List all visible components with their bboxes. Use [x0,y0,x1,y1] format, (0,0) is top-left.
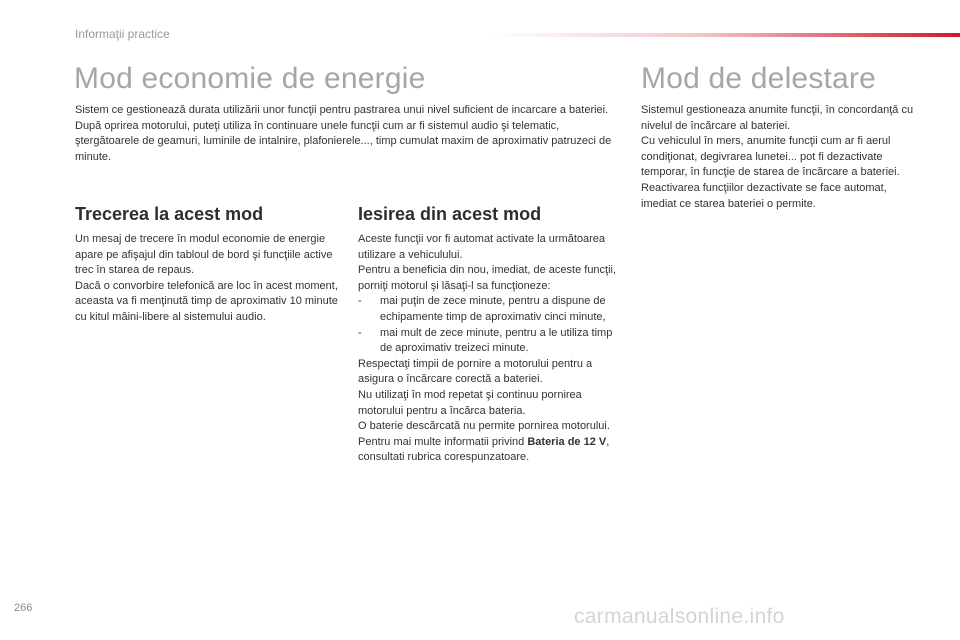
body-paragraph: Sistemul gestioneaza anumite funcţii, în concordanţă cu nivelul de încărcare al bateriei. [641,104,914,132]
body-paragraph [358,435,623,466]
section-header: Informaţii practice [75,27,170,41]
body-paragraph: Nu utilizaţi în mod repetat şi continuu pornirea motorului pentru a încărca bateria. [358,388,582,417]
list-item [358,326,623,357]
list-item-text: mai mult de zece minute, pentru a le utiliza timp de aproximativ treizeci minute. [380,326,613,355]
entering-mode-heading: Trecerea la acest mod [75,204,264,224]
body-paragraph: Cu vehiculul în mers, anumite funcţii cum ar fi aerul condiţionat, degivrarea lunetei... pot fi dezactivate temporar, în funcţie de starea de încărcare a bateriei. [641,135,900,179]
body-paragraph: O baterie descărcată nu permite pornirea motorului. [358,420,610,433]
intro-paragraph: După oprirea motorului, puteţi utiliza în continuare unele funcţii cum ar fi sistemul audio şi telematic, ştergătoarele de geamuri, luminile de intalnire, plafonierele..., timp cumulat maxim de aproximativ patruzeci de minute. [75,119,612,163]
list-item [358,294,623,325]
exiting-mode-heading: Iesirea din acest mod [358,204,542,224]
header-accent-bar [490,33,960,37]
body-paragraph: Aceste funcţii vor fi automat activate la următoarea utilizare a vehiculului. [358,233,606,261]
exiting-mode-text [358,232,623,466]
reference-text: Pentru mai multe informatii privind [358,435,528,448]
watermark: carmanualsonline.info [574,605,785,628]
body-paragraph: Reactivarea funcţiilor dezactivate se face automat, imediat ce starea bateriei o permite. [641,181,887,210]
page-number: 266 [14,602,33,614]
right-section-title: Mod de delestare [641,62,877,95]
body-paragraph: Un mesaj de trecere în modul economie de energie apare pe afişajul din tabloul de bord şi funcţiile active trec în starea de repaus. [75,233,333,277]
intro-text [75,103,623,165]
left-section-title: Mod economie de energie [74,62,426,95]
entering-mode-text [75,232,340,326]
load-shedding-text [641,103,916,212]
body-paragraph: Dacă o convorbire telefonică are loc în acest moment, aceasta va fi menţinută timp de aproximativ 10 minute cu kitul mâini-libere al sistemului audio. [75,279,338,323]
body-paragraph: Pentru a beneficia din nou, imediat, de aceste funcţii, porniţi motorul şi lăsaţi-l sa funcţioneze: [358,264,617,292]
battery-reference: Bateria de 12 V [527,435,607,448]
body-paragraph: Respectaţi timpii de pornire a motorului pentru a asigura o încărcare corectă a bateriei. [358,357,593,386]
list-item-text: mai puţin de zece minute, pentru a dispune de echipamente timp de aproximativ cinci minute, [380,295,606,323]
dash-bullet: - [358,295,362,308]
reference-text: , consultati rubrica corespunzatoare. [358,435,610,464]
intro-paragraph: Sistem ce gestionează durata utilizării unor funcţii pentru pastrarea unui nivel suficient de incarcare a bateriei. [75,104,609,116]
dash-bullet: - [358,326,362,339]
